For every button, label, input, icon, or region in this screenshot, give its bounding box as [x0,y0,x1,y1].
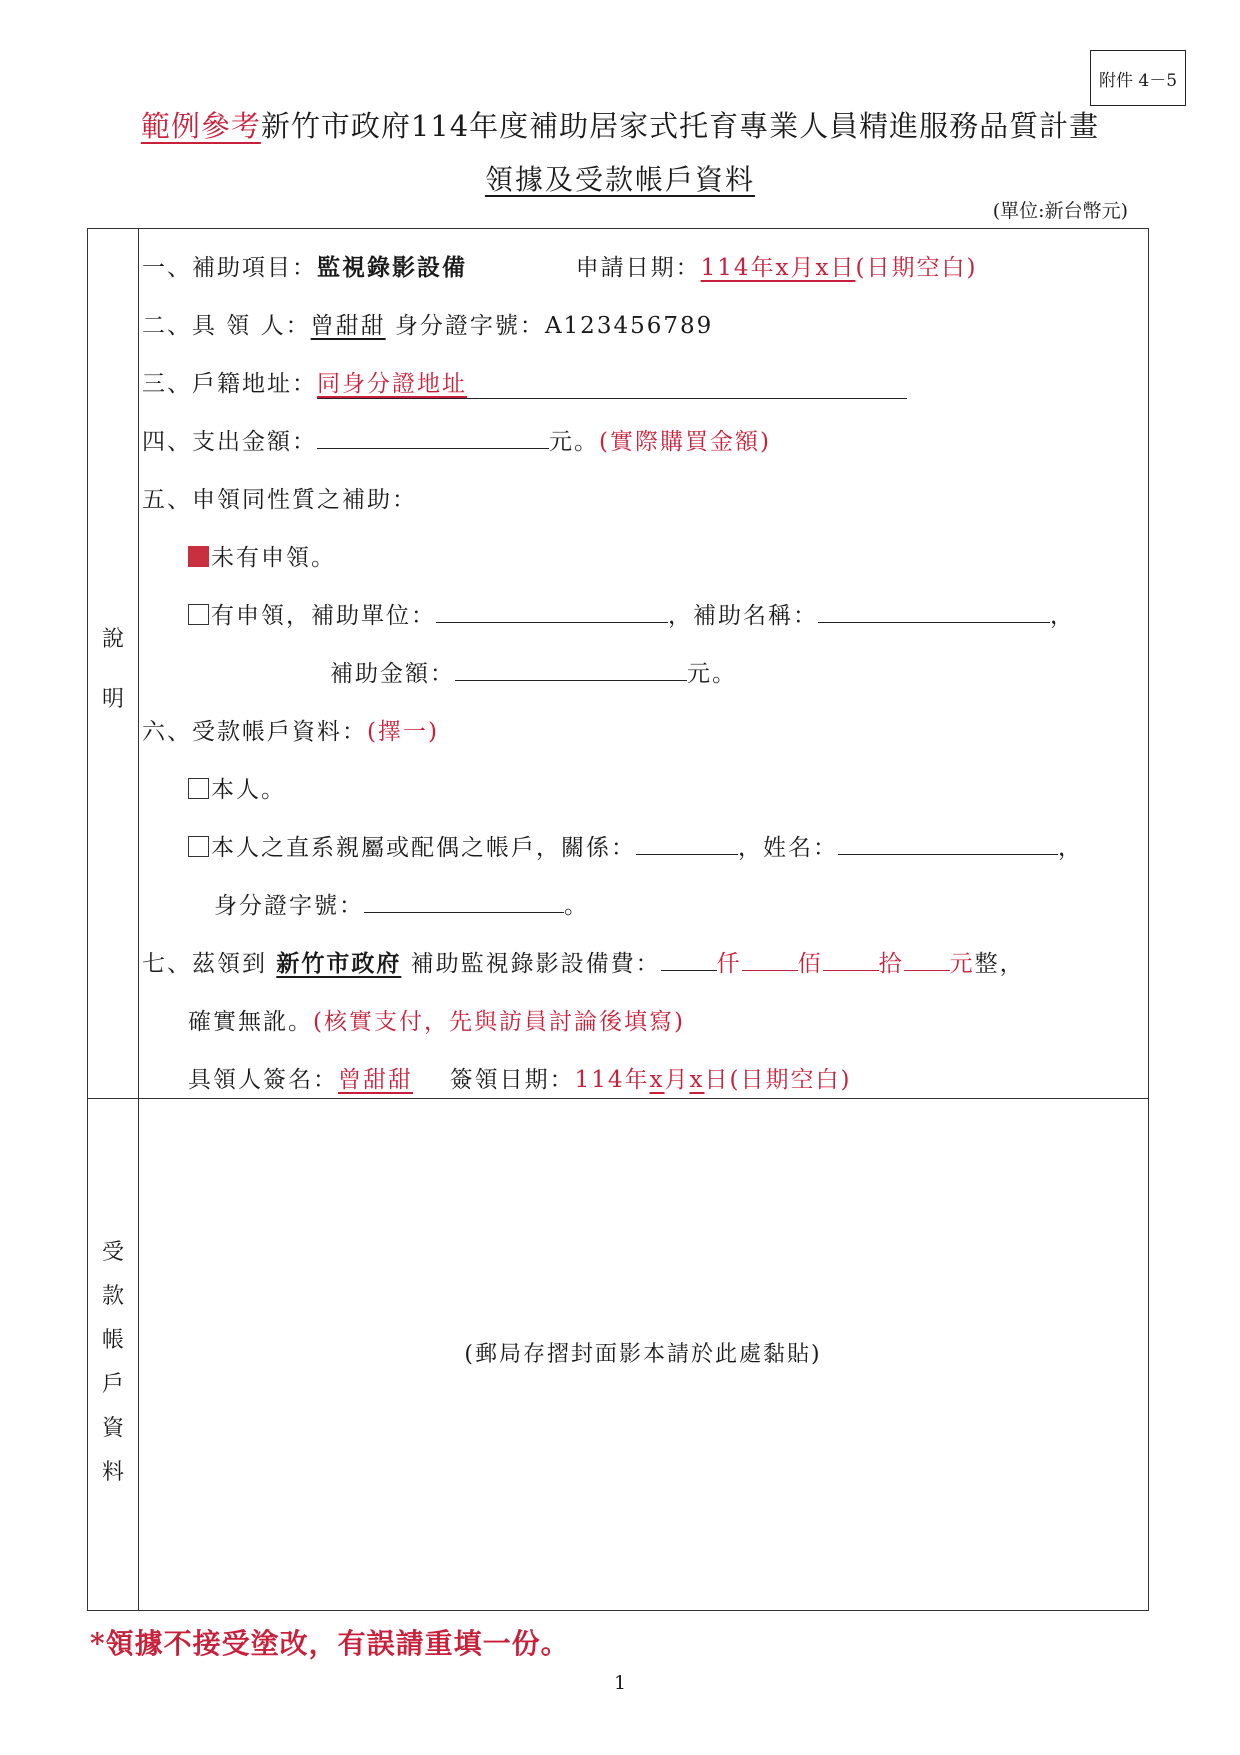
trailing-comma: ， [1058,835,1083,861]
side-label-explain [88,629,138,711]
side-char: 明 [101,687,124,712]
organization-name: 新竹市政府 [276,950,402,977]
signature-label: 具領人簽名： [188,1067,338,1093]
relationship-field[interactable] [636,830,738,855]
amount-thousands-field[interactable] [661,946,717,971]
item-2-recipient [142,307,713,340]
item-1-label: 一、補助項目： [142,255,317,281]
sample-reference-label: 範例參考 [140,109,261,143]
relative-id-row [214,887,589,920]
sign-date-month-unit: 月 [664,1067,690,1093]
item-3-address [142,365,907,399]
sign-date-month[interactable]: x [649,1067,665,1093]
relative-name-field[interactable] [838,830,1058,855]
side-char: 資 [101,1416,124,1441]
option-applied [188,597,1075,630]
self-label: 本人。 [211,777,286,803]
item-7-label: 七、茲領到 [142,951,277,977]
sign-date-note: (日期空白) [729,1067,852,1093]
sign-date-day[interactable]: x [689,1067,705,1093]
sign-date-label: 簽領日期： [449,1067,575,1093]
expense-note: (實際購買金額) [599,429,771,455]
document-subtitle [0,158,1240,198]
application-date-note: (日期空白) [855,255,978,281]
attachment-label: 附件 4－5 [1090,50,1186,106]
expense-amount-field[interactable] [317,424,549,449]
subsidy-unit-field[interactable] [436,598,668,623]
address-value: 同身分證地址 [317,371,467,397]
confirm-text: 確實無訛。 [188,1009,313,1035]
amount-tens-field[interactable] [823,946,879,971]
checkbox-applied[interactable] [188,604,209,625]
item-3-label: 三、戶籍地址： [142,371,317,397]
side-char: 料 [101,1460,124,1485]
signature-value[interactable]: 曾甜甜 [338,1067,413,1093]
unit-ten: 拾 [878,951,904,977]
column-divider [138,229,139,1610]
id-number-value[interactable]: A123456789 [544,313,714,339]
item-4-label: 四、支出金額： [142,429,317,455]
amount-tail: 整， [974,951,1025,977]
page-number: 1 [613,1672,627,1694]
item-5-label: 五、申領同性質之補助： [142,487,417,513]
row-divider [88,1098,1148,1099]
receipt-form-table [87,228,1149,1611]
side-label-account [88,1242,138,1484]
document-title [0,104,1240,145]
side-char: 說 [101,627,124,652]
relationship-label: 本人之直系親屬或配偶之帳戶，關係： [211,835,636,861]
item-6-account [142,713,439,746]
title-main: 新竹市政府114年度補助居家式托育專業人員精進服務品質計畫 [260,109,1100,143]
item-4-expense [142,423,771,456]
side-char: 戶 [101,1372,124,1397]
fee-description: 補助監視錄影設備費： [401,951,661,977]
amount-ones-field[interactable] [904,946,950,971]
checkbox-relative[interactable] [188,836,209,857]
side-char: 帳 [101,1328,124,1353]
subsidy-item-value: 監視錄影設備 [317,254,467,281]
unit-thousand: 仟 [716,951,742,977]
choose-one-note: (擇一) [367,719,439,745]
subtitle-text: 領據及受款帳戶資料 [484,163,755,196]
item-2-label: 二、具 領 人： [142,313,311,339]
subsidy-amount-row [330,655,737,688]
item-7-receipt [142,945,1025,978]
application-date-label: 申請日期： [575,255,701,281]
not-applied-label: 未有申領。 [211,545,336,571]
subsidy-name-field[interactable] [818,598,1050,623]
subsidy-amount-field[interactable] [455,656,687,681]
recipient-name-value[interactable]: 曾甜甜 [310,313,386,339]
unit-hundred: 佰 [797,951,823,977]
confirm-row [188,1003,685,1036]
trailing-comma: ， [1050,603,1075,629]
subsidy-amount-unit: 元。 [687,661,737,687]
signature-row [188,1061,851,1094]
address-field[interactable] [317,365,907,399]
option-relative [188,829,1083,862]
relative-id-field[interactable] [364,888,564,913]
checkbox-self[interactable] [188,778,209,799]
subsidy-amount-label: 補助金額： [330,661,455,687]
id-number-label: 身分證字號： [385,313,545,339]
sign-date-day-unit: 日 [704,1067,730,1093]
subsidy-name-label: ，補助名稱： [668,603,818,629]
relative-name-label: ，姓名： [738,835,838,861]
option-self [188,771,286,804]
no-alteration-warning: *領據不接受塗改，有誤請重填一份。 [90,1627,570,1660]
checkbox-not-applied[interactable] [188,546,209,567]
item-5-same-subsidy [142,481,417,514]
relative-id-label: 身分證字號： [214,893,364,919]
amount-hundreds-field[interactable] [742,946,798,971]
expense-unit: 元。 [549,429,599,455]
sign-date-year: 114年 [574,1067,650,1093]
currency-unit-note: (單位:新台幣元) [992,200,1128,222]
option-not-applied [188,539,336,572]
side-char: 款 [101,1284,124,1309]
period: 。 [564,893,589,919]
item-6-label: 六、受款帳戶資料： [142,719,367,745]
passbook-paste-area[interactable]: (郵局存摺封面影本請於此處黏貼) [464,1342,822,1367]
application-date-value[interactable]: 114年x月x日 [700,255,856,281]
subsidy-unit-label: 有申領，補助單位： [211,603,436,629]
item-1-subsidy-item [142,249,977,282]
unit-yuan: 元 [949,951,975,977]
confirm-note: (核實支付，先與訪員討論後填寫) [313,1009,685,1035]
side-char: 受 [101,1240,124,1265]
